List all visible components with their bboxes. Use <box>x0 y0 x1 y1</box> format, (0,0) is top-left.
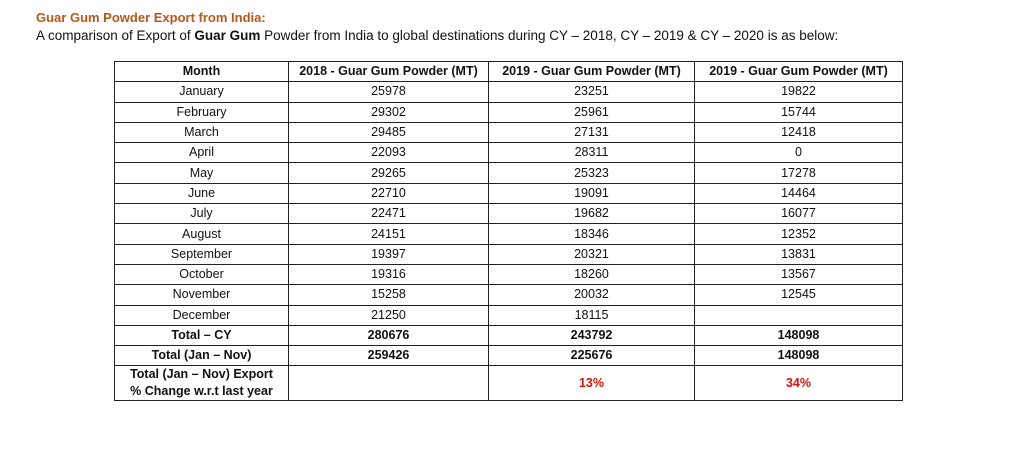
value-2020-cell: 17278 <box>695 163 903 183</box>
month-cell: November <box>115 285 289 305</box>
total-jan-nov-2019: 225676 <box>489 346 695 366</box>
total-jan-nov-label: Total (Jan – Nov) <box>115 346 289 366</box>
table-row <box>115 102 903 122</box>
table-row <box>115 183 903 203</box>
percent-change-2018 <box>289 366 489 401</box>
month-cell: October <box>115 264 289 284</box>
value-2018-cell: 25978 <box>289 82 489 102</box>
value-2019-cell: 19682 <box>489 204 695 224</box>
value-2018-cell: 29265 <box>289 163 489 183</box>
table-row <box>115 244 903 264</box>
value-2019-cell: 18260 <box>489 264 695 284</box>
value-2019-cell: 23251 <box>489 82 695 102</box>
header-month: Month <box>115 62 289 82</box>
percent-change-label-line1: Total (Jan – Nov) Export <box>130 367 273 382</box>
total-cy-label: Total – CY <box>115 325 289 345</box>
value-2018-cell: 21250 <box>289 305 489 325</box>
table-row <box>115 82 903 102</box>
value-2018-cell: 15258 <box>289 285 489 305</box>
total-jan-nov-2020: 148098 <box>695 346 903 366</box>
month-cell: March <box>115 122 289 142</box>
value-2020-cell: 0 <box>695 143 903 163</box>
total-cy-2019: 243792 <box>489 325 695 345</box>
month-cell: August <box>115 224 289 244</box>
month-cell: June <box>115 183 289 203</box>
month-cell: December <box>115 305 289 325</box>
month-cell: April <box>115 143 289 163</box>
table-row <box>115 143 903 163</box>
value-2020-cell <box>695 305 903 325</box>
total-cy-2020: 148098 <box>695 325 903 345</box>
value-2018-cell: 19316 <box>289 264 489 284</box>
table-row <box>115 224 903 244</box>
intro-text-bold: Guar Gum <box>194 28 261 43</box>
value-2019-cell: 28311 <box>489 143 695 163</box>
value-2019-cell: 27131 <box>489 122 695 142</box>
value-2018-cell: 22093 <box>289 143 489 163</box>
total-cy-2018: 280676 <box>289 325 489 345</box>
value-2019-cell: 18115 <box>489 305 695 325</box>
value-2018-cell: 24151 <box>289 224 489 244</box>
table-row <box>115 264 903 284</box>
month-cell: February <box>115 102 289 122</box>
value-2020-cell: 14464 <box>695 183 903 203</box>
value-2018-cell: 22471 <box>289 204 489 224</box>
value-2018-cell: 22710 <box>289 183 489 203</box>
value-2019-cell: 25961 <box>489 102 695 122</box>
month-cell: July <box>115 204 289 224</box>
value-2019-cell: 25323 <box>489 163 695 183</box>
value-2019-cell: 20032 <box>489 285 695 305</box>
total-jan-nov-row <box>115 346 903 366</box>
table-row <box>115 122 903 142</box>
percent-change-2019: 13% <box>489 366 695 401</box>
page-heading: Guar Gum Powder Export from India: <box>36 10 266 25</box>
value-2020-cell: 12352 <box>695 224 903 244</box>
intro-text-start: A comparison of Export of <box>36 28 195 43</box>
percent-change-row <box>115 366 903 401</box>
value-2020-cell: 13831 <box>695 244 903 264</box>
value-2020-cell: 16077 <box>695 204 903 224</box>
value-2018-cell: 29302 <box>289 102 489 122</box>
header-2019: 2019 - Guar Gum Powder (MT) <box>489 62 695 82</box>
value-2020-cell: 12545 <box>695 285 903 305</box>
percent-change-label <box>115 366 289 401</box>
table-row <box>115 285 903 305</box>
month-cell: May <box>115 163 289 183</box>
table-row <box>115 204 903 224</box>
intro-text <box>36 28 838 43</box>
table-row <box>115 305 903 325</box>
value-2018-cell: 19397 <box>289 244 489 264</box>
value-2019-cell: 19091 <box>489 183 695 203</box>
value-2020-cell: 19822 <box>695 82 903 102</box>
month-cell: September <box>115 244 289 264</box>
value-2020-cell: 12418 <box>695 122 903 142</box>
intro-text-end: Powder from India to global destinations during CY – 2018, CY – 2019 & CY – 2020 is as below: <box>260 28 839 43</box>
export-table <box>114 61 903 401</box>
header-2020: 2019 - Guar Gum Powder (MT) <box>695 62 903 82</box>
month-cell: January <box>115 82 289 102</box>
table-row <box>115 163 903 183</box>
header-2018: 2018 - Guar Gum Powder (MT) <box>289 62 489 82</box>
table-body <box>115 82 903 326</box>
percent-change-label-line2: % Change w.r.t last year <box>130 384 273 399</box>
total-jan-nov-2018: 259426 <box>289 346 489 366</box>
value-2020-cell: 13567 <box>695 264 903 284</box>
total-cy-row <box>115 325 903 345</box>
value-2020-cell: 15744 <box>695 102 903 122</box>
value-2018-cell: 29485 <box>289 122 489 142</box>
table-header-row <box>115 62 903 82</box>
value-2019-cell: 18346 <box>489 224 695 244</box>
value-2019-cell: 20321 <box>489 244 695 264</box>
percent-change-2020: 34% <box>695 366 903 401</box>
